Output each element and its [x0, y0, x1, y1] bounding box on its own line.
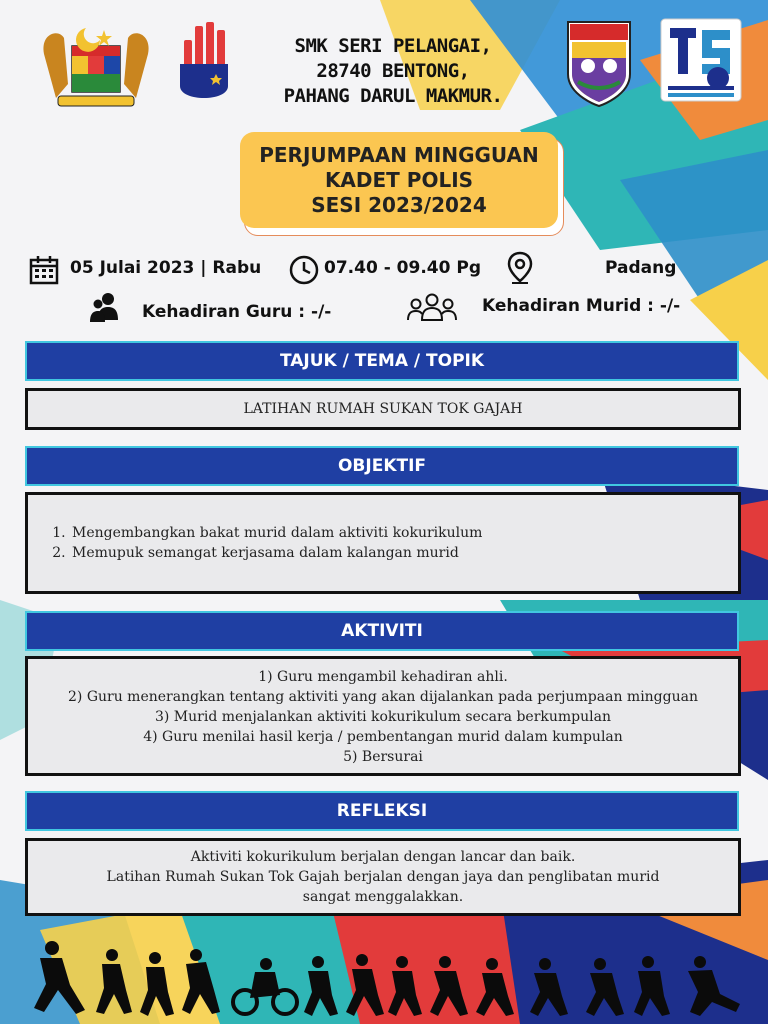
school-postcode-town: 28740 BENTONG,: [316, 60, 470, 82]
teacher-icon: [88, 290, 122, 324]
meeting-place: Padang: [605, 258, 677, 278]
ministry-hand-icon: [176, 20, 232, 106]
student-attendance: Kehadiran Murid : -/-: [482, 296, 681, 316]
objective-item: 1. Mengembangkan bakat murid dalam aktiviti kokurikulum: [70, 523, 738, 543]
location-pin-icon: [506, 250, 534, 286]
ts25-logo-icon: [660, 18, 742, 102]
objective-item: 2. Memupuk semangat kerjasama dalam kalangan murid: [70, 543, 738, 563]
school-address: [268, 34, 518, 109]
clock-icon: [288, 254, 320, 286]
activity-item: 2) Guru menerangkan tentang aktiviti yang akan dijalankan pada perjumpaan mingguan: [68, 689, 698, 705]
activity-box: [25, 656, 741, 776]
teacher-attendance: Kehadiran Guru : -/-: [142, 302, 332, 322]
school-name: SMK SERI PELANGAI,: [294, 35, 492, 57]
activity-item: 3) Murid menjalankan aktiviti kokurikulum secara berkumpulan: [154, 709, 611, 725]
reflection-line-1: Aktiviti kokurikulum berjalan dengan lancar dan baik.: [190, 849, 576, 865]
students-group-icon: [406, 292, 458, 322]
title-line-3: SESI 2023/2024: [311, 192, 487, 217]
reflection-heading: REFLEKSI: [25, 791, 739, 831]
objective-list: [38, 523, 738, 563]
activity-item: 1) Guru mengambil kehadiran ahli.: [258, 669, 508, 685]
meeting-date: 05 Julai 2023 | Rabu: [70, 258, 262, 278]
coat-of-arms-icon: [38, 24, 154, 110]
topic-text: LATIHAN RUMAH SUKAN TOK GAJAH: [243, 401, 523, 417]
meeting-time: 07.40 - 09.40 Pg: [324, 258, 481, 278]
title-line-1: PERJUMPAAN MINGGUAN: [259, 142, 539, 167]
activity-heading: AKTIVITI: [25, 611, 739, 651]
topic-heading: TAJUK / TEMA / TOPIK: [25, 341, 739, 381]
activity-item: 4) Guru menilai hasil kerja / pembentangan murid dalam kumpulan: [143, 729, 623, 745]
reflection-box: [25, 838, 741, 916]
activity-item: 5) Bersurai: [343, 749, 423, 765]
objective-heading: OBJEKTIF: [25, 446, 739, 486]
reflection-line-2: Latihan Rumah Sukan Tok Gajah berjalan dengan jaya dan penglibatan murid sangat menggalakkan.: [106, 869, 660, 905]
objective-box: [25, 492, 741, 594]
school-state: PAHANG DARUL MAKMUR.: [283, 85, 503, 107]
title-banner: [240, 132, 564, 236]
header-logos: [0, 14, 768, 114]
school-crest-icon: [564, 18, 634, 108]
title-line-2: KADET POLIS: [324, 167, 474, 192]
calendar-icon: [28, 254, 60, 286]
topic-box: [25, 388, 741, 430]
